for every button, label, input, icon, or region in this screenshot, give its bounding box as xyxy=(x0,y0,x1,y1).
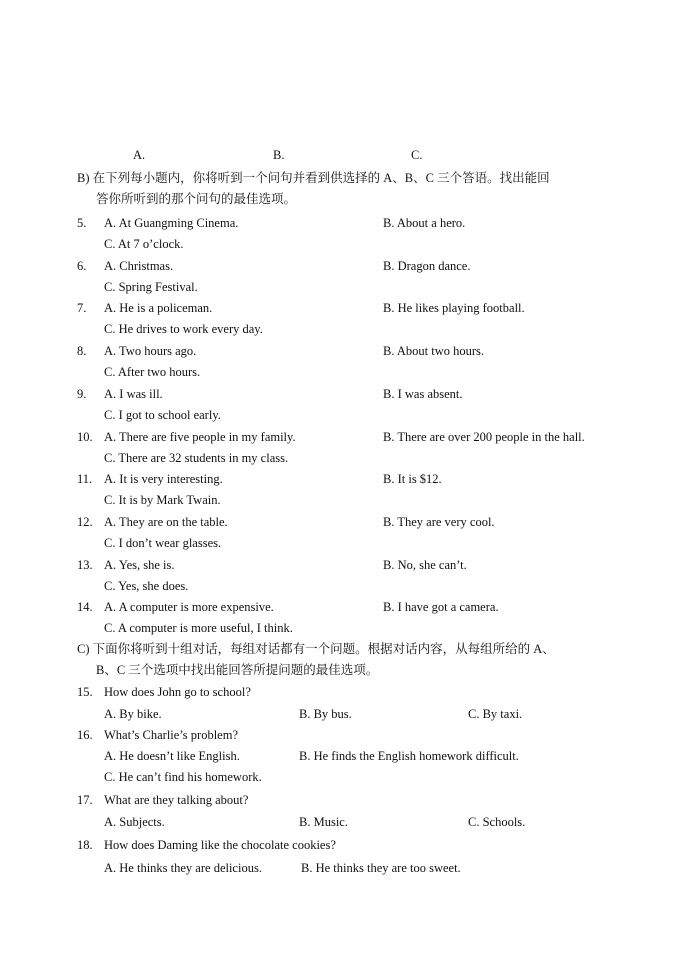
question-number: 18. xyxy=(77,838,93,852)
option-a: A. I was ill. xyxy=(104,387,163,401)
option-b: B. I have got a camera. xyxy=(383,600,499,614)
question-number: 11. xyxy=(77,472,93,486)
option-b: B. He finds the English homework difficult. xyxy=(299,749,519,763)
section-b-instruction-line1: B) 在下列每小题内，你将听到一个问句并看到供选择的 A、B、C 三个答语。找出能回 xyxy=(77,171,550,185)
question-number: 13. xyxy=(77,558,93,572)
option-a: A. Two hours ago. xyxy=(104,344,197,358)
question-number: 10. xyxy=(77,430,93,444)
option-c: C. I got to school early. xyxy=(104,408,221,422)
option-b: B. No, she can’t. xyxy=(383,558,467,572)
option-b: B. He thinks they are too sweet. xyxy=(301,861,461,875)
question-number: 15. xyxy=(77,685,93,699)
option-c: C. A computer is more useful, I think. xyxy=(104,621,293,635)
option-b: B. About a hero. xyxy=(383,216,466,230)
question-text: What are they talking about? xyxy=(104,793,249,807)
option-b: B. He likes playing football. xyxy=(383,301,525,315)
option-c: C. After two hours. xyxy=(104,365,201,379)
picture-option-b-label: B. xyxy=(273,148,285,162)
option-b: B. Music. xyxy=(299,815,348,829)
option-c: C. Yes, she does. xyxy=(104,579,189,593)
option-c: C. By taxi. xyxy=(468,707,523,721)
section-c-instruction-line2: B、C 三个选项中找出能回答所提问题的最佳选项。 xyxy=(96,663,379,677)
option-c: C. I don’t wear glasses. xyxy=(104,536,222,550)
option-c: C. He drives to work every day. xyxy=(104,322,263,336)
question-number: 12. xyxy=(77,515,93,529)
option-a: A. By bike. xyxy=(104,707,162,721)
option-b: B. I was absent. xyxy=(383,387,463,401)
question-text: How does Daming like the chocolate cookies? xyxy=(104,838,336,852)
option-c: C. At 7 o’clock. xyxy=(104,237,184,251)
question-text: How does John go to school? xyxy=(104,685,251,699)
option-a: A. There are five people in my family. xyxy=(104,430,296,444)
option-a: A. It is very interesting. xyxy=(104,472,223,486)
option-a: A. He thinks they are delicious. xyxy=(104,861,262,875)
option-c: C. There are 32 students in my class. xyxy=(104,451,289,465)
option-c: C. It is by Mark Twain. xyxy=(104,493,221,507)
question-number: 14. xyxy=(77,600,93,614)
section-b-instruction-line2: 答你所听到的那个问句的最佳选项。 xyxy=(96,192,297,206)
question-number: 16. xyxy=(77,728,93,742)
option-b: B. There are over 200 people in the hall. xyxy=(383,430,585,444)
option-b: B. About two hours. xyxy=(383,344,485,358)
question-number: 5. xyxy=(77,216,87,230)
option-a: A. Yes, she is. xyxy=(104,558,175,572)
picture-option-c-label: C. xyxy=(411,148,423,162)
option-c: C. He can’t find his homework. xyxy=(104,770,262,784)
question-number: 8. xyxy=(77,344,87,358)
option-b: B. Dragon dance. xyxy=(383,259,471,273)
question-number: 6. xyxy=(77,259,87,273)
option-a: A. Subjects. xyxy=(104,815,165,829)
option-c: C. Schools. xyxy=(468,815,526,829)
question-number: 9. xyxy=(77,387,87,401)
option-a: A. Christmas. xyxy=(104,259,174,273)
option-a: A. They are on the table. xyxy=(104,515,228,529)
option-b: B. They are very cool. xyxy=(383,515,495,529)
option-a: A. At Guangming Cinema. xyxy=(104,216,239,230)
option-b: B. It is $12. xyxy=(383,472,442,486)
option-c: C. Spring Festival. xyxy=(104,280,198,294)
question-number: 17. xyxy=(77,793,93,807)
option-a: A. He is a policeman. xyxy=(104,301,213,315)
option-a: A. He doesn’t like English. xyxy=(104,749,240,763)
question-number: 7. xyxy=(77,301,87,315)
option-a: A. A computer is more expensive. xyxy=(104,600,274,614)
section-c-instruction-line1: C) 下面你将听到十组对话，每组对话都有一个问题。根据对话内容，从每组所给的 A、 xyxy=(77,642,555,656)
question-text: What’s Charlie’s problem? xyxy=(104,728,238,742)
option-b: B. By bus. xyxy=(299,707,352,721)
picture-option-a-label: A. xyxy=(133,148,146,162)
